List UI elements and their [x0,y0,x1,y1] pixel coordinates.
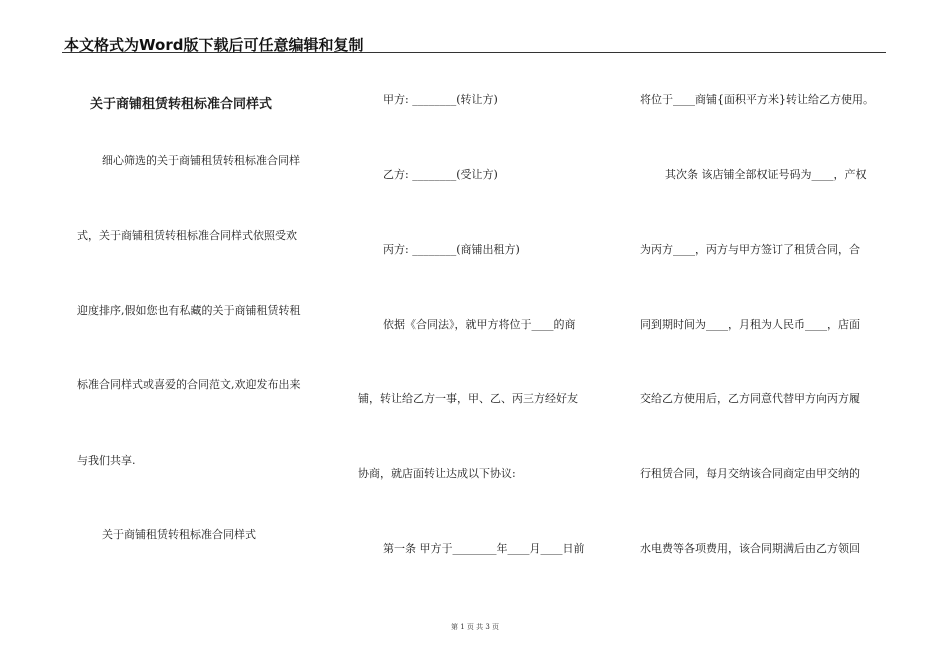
column-3-line: 交给乙方使用后，乙方同意代替甲方向丙方履 [640,392,860,405]
column-3-line: 行租赁合同，每月交纳该合同商定由甲交纳的 [640,467,860,480]
column-1-line: 式，关于商铺租赁转租标准合同样式依照受欢 [77,229,297,242]
page-indicator: 第 1 页 共 3 页 [450,623,500,631]
header-divider [62,52,886,53]
column-3-line: 其次条 该店铺全部权证号码为____，产权 [665,168,867,181]
column-2-line: 第一条 甲方于________年____月____日前 [383,542,585,555]
column-1-line: 与我们共享. [77,454,136,467]
column-3-line: 为丙方____，丙方与甲方签订了租赁合同，合 [640,243,860,256]
column-1-line: 细心筛选的关于商铺租赁转租标准合同样 [102,154,300,167]
header-banner: 本文格式为Word版下载后可任意编辑和复制 [64,36,364,54]
document-title: 关于商铺租赁转租标准合同样式 [90,97,273,112]
column-1-line: 标准合同样式或喜爱的合同范文,欢迎发布出来 [77,378,301,391]
column-1-line: 迎度排序,假如您也有私藏的关于商铺租赁转租 [77,304,301,317]
column-1-line: 关于商铺租赁转租标准合同样式 [102,528,256,541]
column-2-line: 甲方: ________(转让方) [383,93,498,106]
column-2-line: 乙方: ________(受让方) [383,168,498,181]
column-3-line: 将位于____商铺{面积平方米}转让给乙方使用。 [640,93,874,106]
column-3-line: 水电费等各项费用，该合同期满后由乙方领回 [640,542,860,555]
column-2-line: 铺，转让给乙方一事，甲、乙、丙三方经好友 [358,392,578,405]
column-2-line: 丙方: ________(商铺出租方) [383,243,520,256]
column-2-line: 协商，就店面转让达成以下协议: [358,467,516,480]
column-3-line: 同到期时间为____，月租为人民币____，店面 [640,318,860,331]
column-2-line: 依据《合同法》，就甲方将位于____的商 [383,318,576,331]
